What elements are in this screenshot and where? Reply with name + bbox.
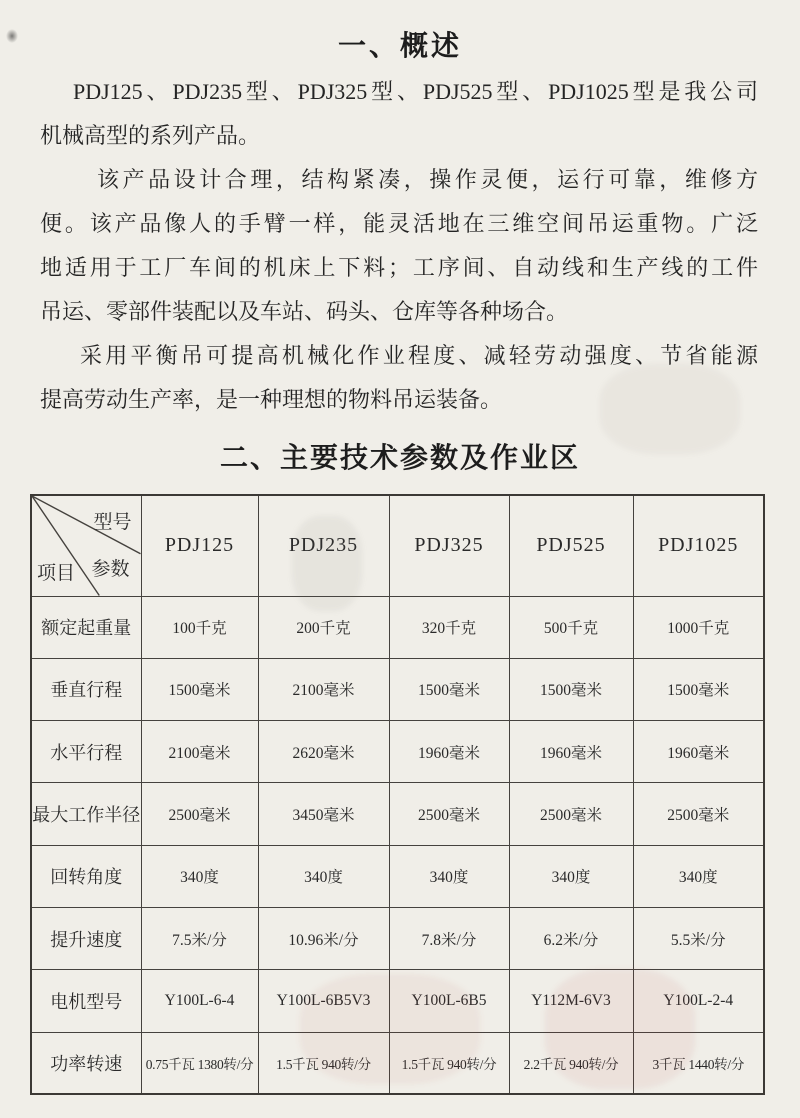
spec-cell: 7.8米/分 xyxy=(389,907,509,969)
spec-cell: 1.5千瓦 940转/分 xyxy=(389,1032,509,1094)
text-line: 采用平衡吊可提高机械化作业程度、减轻劳动强度、节省能源 xyxy=(80,343,758,368)
table-row xyxy=(31,783,764,845)
spec-cell: 1500毫米 xyxy=(633,658,764,720)
spec-cell: 500千克 xyxy=(509,596,633,658)
spec-cell: 100千克 xyxy=(141,596,258,658)
column-header: PDJ525 xyxy=(509,495,633,596)
paragraph-1 xyxy=(40,70,758,158)
spec-cell: 7.5米/分 xyxy=(141,907,258,969)
document-page xyxy=(0,24,800,1118)
text-line: 地适用于工厂车间的机床上下料；工序间、自动线和生产线的工件 xyxy=(40,255,758,280)
spec-cell: 340度 xyxy=(633,845,764,907)
text-line: 吊运、零部件装配以及车站、码头、仓库等各种场合。 xyxy=(40,299,569,324)
spec-cell: 2500毫米 xyxy=(509,783,633,845)
row-label: 功率转速 xyxy=(31,1032,141,1094)
spec-cell: 3千瓦 1440转/分 xyxy=(633,1032,764,1094)
column-header: PDJ1025 xyxy=(633,495,764,596)
scan-smudge xyxy=(6,29,18,43)
spec-cell: 5.5米/分 xyxy=(633,907,764,969)
spec-cell: 1500毫米 xyxy=(509,658,633,720)
corner-label-parameter: 参数 xyxy=(91,559,130,580)
spec-cell: 2500毫米 xyxy=(141,783,258,845)
section1-heading: 一、概述 xyxy=(337,29,462,62)
text-line: 机械高型的系列产品。 xyxy=(40,123,261,148)
row-label: 最大工作半径 xyxy=(31,783,141,845)
spec-cell: 2500毫米 xyxy=(389,783,509,845)
spec-cell: 200千克 xyxy=(258,596,389,658)
spec-cell: 340度 xyxy=(258,845,389,907)
table-row xyxy=(31,970,764,1032)
spec-cell: 6.2米/分 xyxy=(509,907,633,969)
table-row xyxy=(31,1032,764,1094)
row-label: 垂直行程 xyxy=(31,658,141,720)
spec-cell: 340度 xyxy=(141,845,258,907)
table-row xyxy=(31,721,764,783)
row-label: 回转角度 xyxy=(31,845,141,907)
spec-table-body xyxy=(31,596,764,1094)
column-header: PDJ125 xyxy=(141,495,258,596)
spec-cell: Y112M-6V3 xyxy=(509,970,633,1032)
table-corner-cell xyxy=(31,495,141,596)
paragraph-2 xyxy=(40,158,758,334)
text-line: PDJ125、PDJ235型、PDJ325型、PDJ525型、PDJ1025型是我公司 xyxy=(73,79,758,104)
spec-cell: 10.96米/分 xyxy=(258,907,389,969)
spec-cell: Y100L-2-4 xyxy=(633,970,764,1032)
spec-cell: 2.2千瓦 940转/分 xyxy=(509,1032,633,1094)
text-line: 便。该产品像人的手臂一样，能灵活地在三维空间吊运重物。广泛 xyxy=(40,211,758,236)
section2-heading: 二、主要技术参数及作业区 xyxy=(219,441,580,474)
spec-cell: 1960毫米 xyxy=(509,721,633,783)
spec-cell: Y100L-6B5V3 xyxy=(258,970,389,1032)
spec-cell: 2100毫米 xyxy=(141,721,258,783)
spec-cell: 1000千克 xyxy=(633,596,764,658)
column-header: PDJ325 xyxy=(389,495,509,596)
header-row xyxy=(31,495,764,596)
spec-table xyxy=(30,494,765,1095)
spec-cell: 340度 xyxy=(389,845,509,907)
spec-cell: Y100L-6-4 xyxy=(141,970,258,1032)
spec-cell: 1.5千瓦 940转/分 xyxy=(258,1032,389,1094)
text-line: 提高劳动生产率，是一种理想的物料吊运装备。 xyxy=(40,387,503,412)
row-label: 电机型号 xyxy=(31,970,141,1032)
spec-cell: 320千克 xyxy=(389,596,509,658)
spec-cell: 340度 xyxy=(509,845,633,907)
corner-label-model: 型号 xyxy=(93,512,132,533)
table-row xyxy=(31,907,764,969)
table-row xyxy=(31,658,764,720)
spec-cell: 1960毫米 xyxy=(633,721,764,783)
spec-cell: 1500毫米 xyxy=(389,658,509,720)
spec-cell: 0.75千瓦 1380转/分 xyxy=(141,1032,258,1094)
spec-cell: 2100毫米 xyxy=(258,658,389,720)
spec-cell: Y100L-6B5 xyxy=(389,970,509,1032)
spec-cell: 1500毫米 xyxy=(141,658,258,720)
row-label: 提升速度 xyxy=(31,907,141,969)
corner-label-item: 项目 xyxy=(37,562,76,584)
table-row xyxy=(31,596,764,658)
text-line: 该产品设计合理，结构紧凑，操作灵便，运行可靠，维修方 xyxy=(97,167,758,192)
row-label: 水平行程 xyxy=(31,721,141,783)
spec-cell: 3450毫米 xyxy=(258,783,389,845)
spec-cell: 2500毫米 xyxy=(633,783,764,845)
table-row xyxy=(31,845,764,907)
column-header: PDJ235 xyxy=(258,495,389,596)
paragraph-3 xyxy=(40,334,758,422)
row-label: 额定起重量 xyxy=(31,596,141,658)
spec-cell: 2620毫米 xyxy=(258,721,389,783)
spec-cell: 1960毫米 xyxy=(389,721,509,783)
